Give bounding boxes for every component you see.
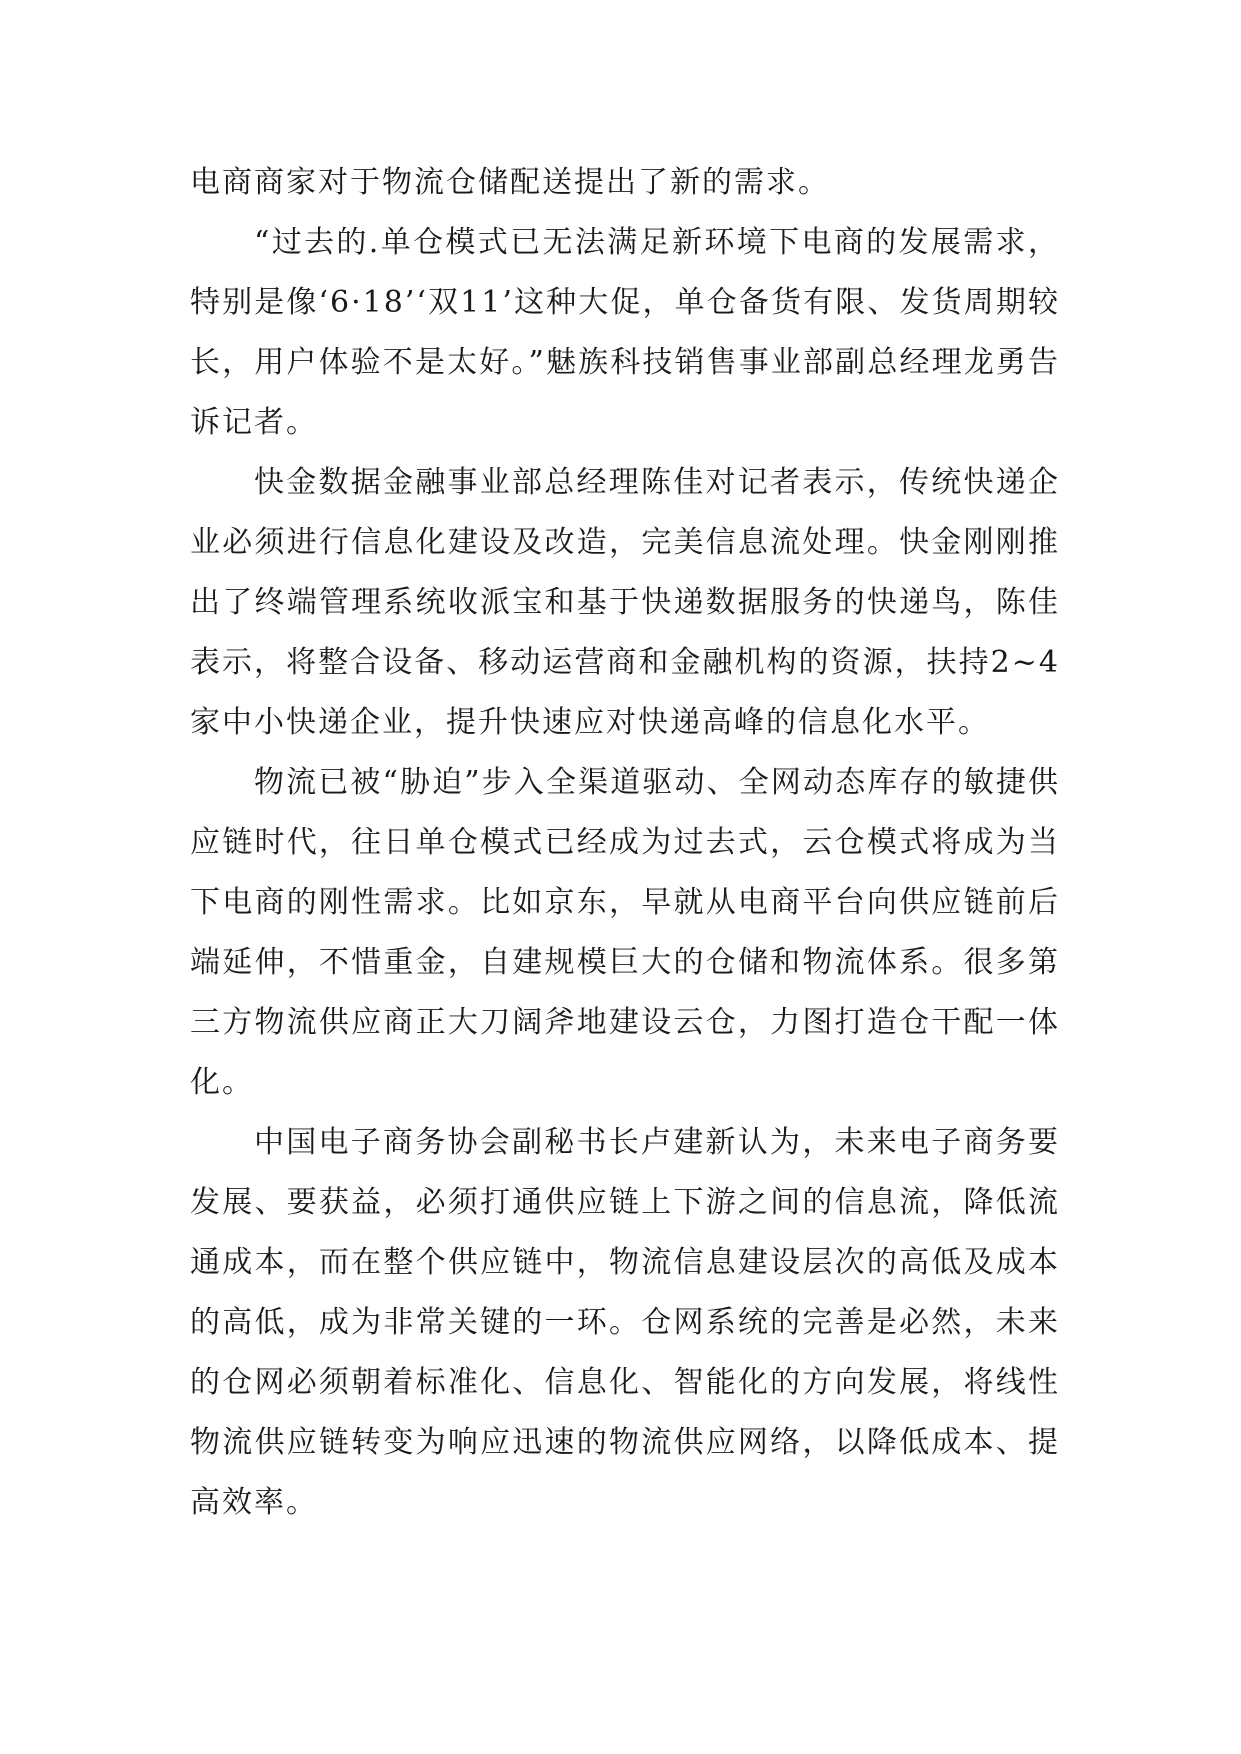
paragraph-2: “过去的.单仓模式已无法满足新环境下电商的发展需求，特别是像‘6·18’‘双11’这种大促，单仓备货有限、发货周期较长，用户体验不是太好。”魅族科技销售事业部副总经理龙勇告诉记者。 [190, 225, 1060, 440]
paragraph-3: 快金数据金融事业部总经理陈佳对记者表示，传统快递企业必须进行信息化建设及改造，完美信息流处理。快金刚刚推出了终端管理系统收派宝和基于快递数据服务的快递鸟，陈佳表示，将整合设备、移动运营商和金融机构的资源，扶持2~4家中小快递企业，提升快速应对快递高峰的信息化水平。 [190, 465, 1060, 740]
article-body [190, 153, 1060, 1533]
paragraph-5: 中国电子商务协会副秘书长卢建新认为，未来电子商务要发展、要获益，必须打通供应链上下游之间的信息流，降低流通成本，而在整个供应链中，物流信息建设层次的高低及成本的高低，成为非常关键的一环。仓网系统的完善是必然，未来的仓网必须朝着标准化、信息化、智能化的方向发展，将线性物流供应链转变为响应迅速的物流供应网络，以降低成本、提高效率。 [190, 1125, 1060, 1520]
paragraph-1: 电商商家对于物流仓储配送提出了新的需求。 [190, 165, 830, 200]
paragraph-4: 物流已被“胁迫”步入全渠道驱动、全网动态库存的敏捷供应链时代，往日单仓模式已经成为过去式，云仓模式将成为当下电商的刚性需求。比如京东，早就从电商平台向供应链前后端延伸，不惜重金，自建规模巨大的仓储和物流体系。很多第三方物流供应商正大刀阔斧地建设云仓，力图打造仓干配一体化。 [190, 765, 1060, 1100]
